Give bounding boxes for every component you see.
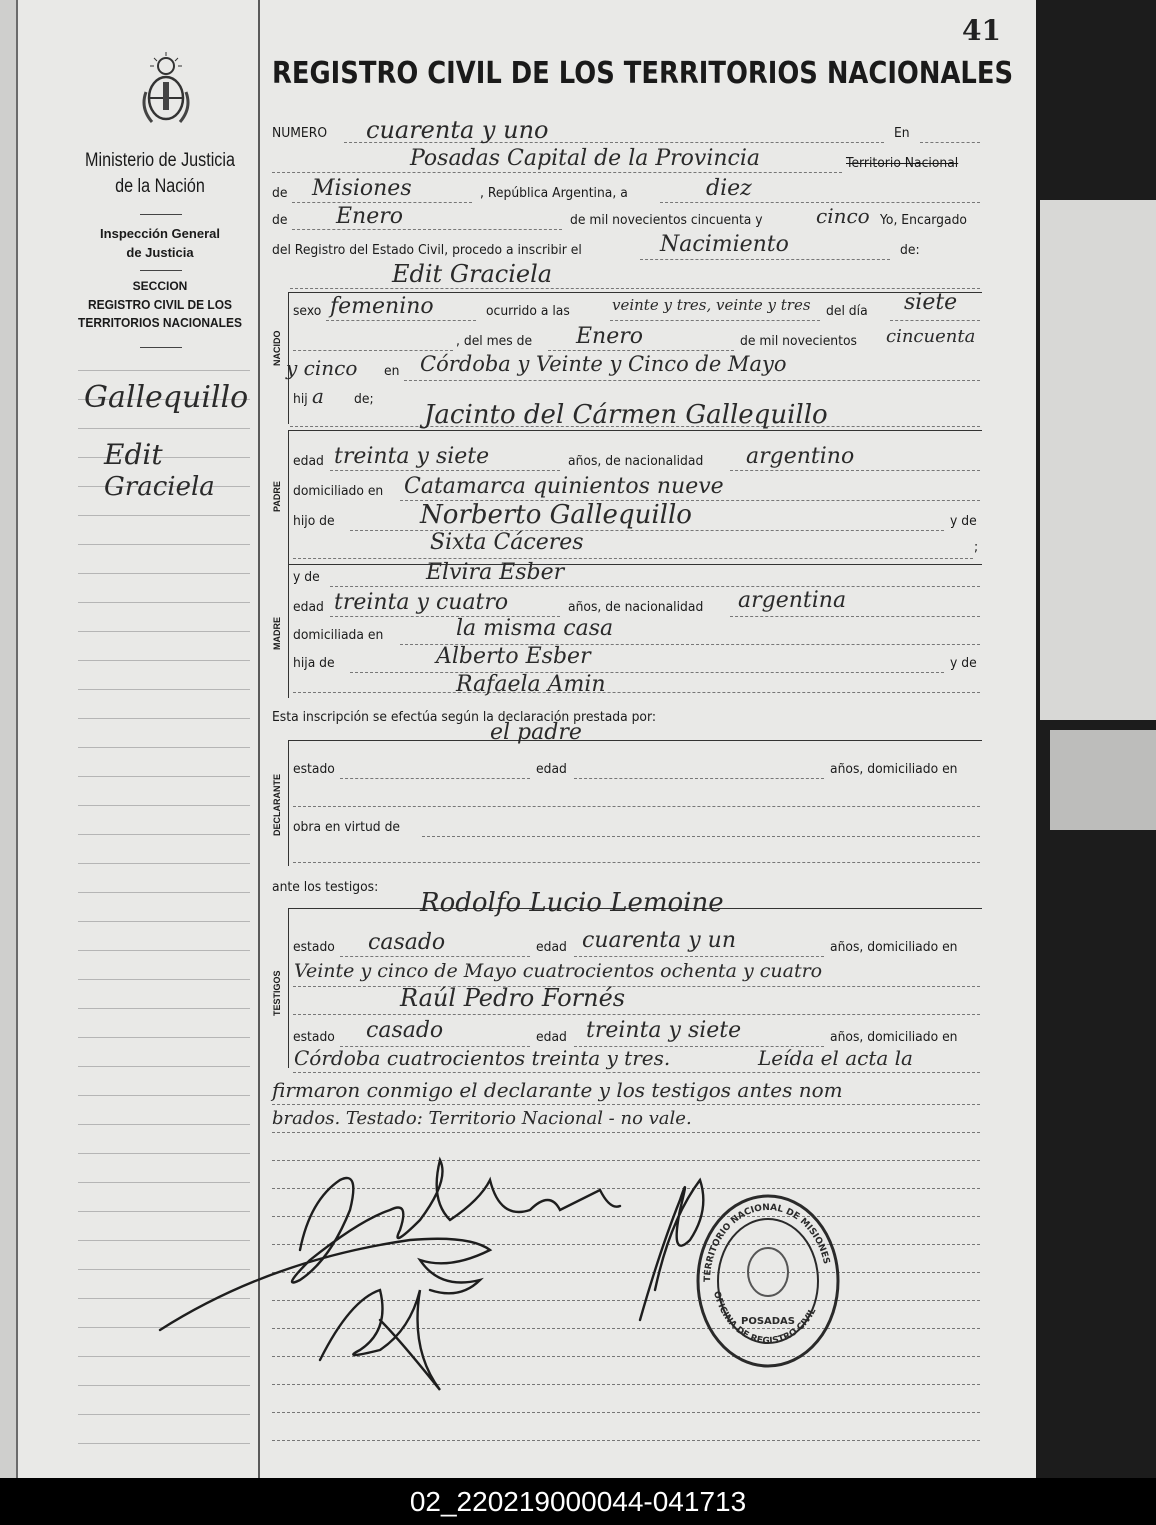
anios-nac2-label: años, de nacionalidad (568, 600, 704, 615)
dotline (640, 259, 890, 260)
margin-surname: Gallequillo (84, 380, 249, 415)
ministry-label (75, 148, 245, 200)
yo-text: Yo, Encargado (880, 213, 967, 228)
dotline (730, 616, 980, 617)
anios-nac-label: años, de nacionalidad (568, 454, 704, 469)
domiciliada-label: domiciliada en (293, 628, 384, 643)
closing-2: firmaron conmigo el declarante y los testigos antes nom (272, 1078, 843, 1102)
image-caption: 02_220219000044-041713 (0, 1478, 1156, 1525)
w1-estado-label: estado (293, 940, 335, 955)
dotline (292, 229, 562, 230)
mother-nat: argentina (738, 588, 847, 613)
block-vrule (288, 564, 289, 698)
month-value: Enero (336, 204, 404, 229)
lugar-value: Córdoba y Veinte y Cinco de Mayo (420, 352, 787, 376)
block-rule (288, 430, 982, 431)
sexo-value: femenino (330, 294, 434, 319)
dotline (293, 558, 973, 559)
w1-edad: cuarenta y un (582, 928, 737, 953)
dotline (292, 202, 472, 203)
dotline (293, 1072, 980, 1073)
block-vrule (288, 430, 289, 564)
dotline (404, 380, 980, 381)
territory-value: Misiones (312, 176, 412, 201)
margin-ruled-line (78, 1037, 250, 1038)
dotline (293, 692, 980, 693)
margin-ruled-line (78, 515, 250, 516)
act-type: Nacimiento (660, 232, 789, 257)
margin-ruled-line (78, 573, 250, 574)
madre-label: MADRE (272, 617, 282, 650)
en-label: En (894, 126, 910, 141)
father-nat: argentino (746, 444, 855, 469)
father-age: treinta y siete (334, 444, 490, 469)
mother-name: Elvira Esber (426, 560, 565, 585)
block-rule (288, 740, 982, 741)
dotline (330, 586, 980, 587)
dotline (293, 1014, 980, 1015)
dotline (340, 956, 530, 957)
y-de3-label: y de (950, 656, 977, 671)
witness-2: Raúl Pedro Fornés (400, 984, 626, 1012)
day-value: diez (706, 176, 752, 201)
w1-estado: casado (368, 930, 446, 955)
margin-ruled-line (78, 544, 250, 545)
margin-ruled-line (78, 805, 250, 806)
de4-label: de; (354, 392, 374, 407)
margin-ruled-line (78, 921, 250, 922)
anio-value: cincuenta (886, 326, 976, 347)
margin-ruled-line (78, 370, 250, 371)
dotline (574, 956, 824, 957)
w2-edad-label: edad (536, 1030, 567, 1045)
mother-father: Alberto Esber (436, 644, 591, 669)
margin-first-name: Edit (104, 438, 163, 471)
padre-label: PADRE (272, 481, 282, 512)
del-mes-label: , del mes de (456, 334, 533, 349)
dotline (350, 672, 944, 673)
nacido-label: NACIDO (272, 330, 282, 366)
rule (140, 214, 182, 215)
margin-ruled-line (78, 863, 250, 864)
section-name (68, 296, 252, 332)
margin-ruled-line (78, 428, 250, 429)
testigos-label: ante los testigos: (272, 880, 379, 895)
page-title: REGISTRO CIVIL DE LOS TERRITORIOS NACIONALES (272, 56, 1014, 91)
margin-second-name: Graciela (104, 472, 215, 502)
adjacent-paper (1040, 200, 1156, 720)
margin-ruled-line (78, 1124, 250, 1125)
dotline (422, 836, 980, 837)
ministry-line-2: de la Nación (115, 176, 205, 197)
signature-father (292, 1160, 620, 1283)
margin-ruled-line (78, 689, 250, 690)
closing-1: Leída el acta la (758, 1046, 913, 1070)
decl-dom-label: años, domiciliado en (830, 762, 958, 777)
rule (140, 347, 182, 348)
declarant: el padre (490, 720, 582, 745)
dotline (293, 986, 980, 987)
domiciliado-label: domiciliado en (293, 484, 384, 499)
dotline (610, 320, 820, 321)
decl-edad-label: edad (536, 762, 567, 777)
section-name-line-2: TERRITORIOS NACIONALES (78, 315, 242, 330)
stamp-bottom-text: OFICINA DE REGISTRO CIVIL (711, 1290, 819, 1347)
margin-ruled-line (78, 747, 250, 748)
dotline (293, 806, 980, 807)
page-number: 41 (962, 14, 1001, 47)
margin-ruled-line (78, 660, 250, 661)
margin-ruled-line (78, 834, 250, 835)
dotline (920, 142, 980, 143)
mil-label: de mil novecientos (740, 334, 857, 349)
dotline (293, 350, 453, 351)
hijo-de-label: hijo de (293, 514, 335, 529)
dotline (890, 320, 980, 321)
block-vrule (288, 740, 289, 866)
witness-1: Rodolfo Lucio Lemoine (420, 888, 724, 918)
dotline (660, 202, 980, 203)
dotline (272, 172, 842, 173)
w1-edad-label: edad (536, 940, 567, 955)
mes-value: Enero (576, 324, 644, 349)
numero-value: cuarenta y uno (366, 116, 549, 144)
father-mother: Sixta Cáceres (430, 530, 584, 555)
margin-ruled-line (78, 602, 250, 603)
margin-ruled-line (78, 1443, 250, 1444)
signature-ruled-line (272, 1440, 980, 1441)
w1-dom: Veinte y cinco de Mayo cuatrocientos ochenta y cuatro (294, 960, 823, 982)
place-value: Posadas Capital de la Provincia (410, 146, 761, 171)
block-rule (288, 564, 982, 565)
anio-value-2: y cinco (286, 356, 358, 380)
section-name-line-1: REGISTRO CIVIL DE LOS (87, 297, 232, 312)
w2-estado-label: estado (293, 1030, 335, 1045)
republica-label: , República Argentina, a (480, 186, 628, 201)
mother-age: treinta y cuatro (334, 590, 509, 615)
margin-ruled-line (78, 631, 250, 632)
page-edge (0, 0, 18, 1478)
de2-label: de (272, 213, 288, 228)
declaration-text: Esta inscripción se efectúa según la declaración prestada por: (272, 710, 657, 725)
dotline (340, 778, 530, 779)
margin-ruled-line (78, 776, 250, 777)
de-label: de (272, 186, 288, 201)
block-vrule (288, 908, 289, 1068)
stamp-top-text: TERRITORIO NACIONAL DE MISIONES (702, 1202, 832, 1283)
y-de-label: y de (950, 514, 977, 529)
ocurrido-label: ocurrido a las (486, 304, 570, 319)
dotline (326, 320, 476, 321)
closing-3: brados. Testado: Territorio Nacional - no vale. (272, 1108, 692, 1129)
signature-ruled-line (272, 1412, 980, 1413)
margin-ruled-line (78, 1066, 250, 1067)
dotline (293, 862, 980, 863)
stamp-city: POSADAS (740, 1316, 796, 1327)
dotline (272, 1132, 980, 1133)
margin-ruled-line (78, 718, 250, 719)
hija-value: a (312, 384, 324, 408)
father-dom-value: Catamarca quinientos nueve (404, 474, 724, 499)
semicolon: ; (974, 540, 979, 555)
w2-dom-label: años, domiciliado en (830, 1030, 958, 1045)
edad-label: edad (293, 454, 324, 469)
decl-estado-label: estado (293, 762, 335, 777)
hora-value: veinte y tres, veinte y tres (612, 296, 811, 314)
en2-label: en (384, 364, 400, 379)
sexo-label: sexo (293, 304, 322, 319)
mother-dom: la misma casa (456, 616, 614, 641)
signatures (150, 1140, 710, 1400)
mother-mother: Rafaela Amin (456, 672, 606, 697)
registro-text: del Registro del Estado Civil, procedo a inscribir el (272, 243, 582, 258)
adjacent-paper-2 (1050, 730, 1156, 830)
margin-ruled-line (78, 1008, 250, 1009)
father-father: Norberto Gallequillo (420, 500, 692, 530)
rule (140, 270, 182, 271)
inspection-line-1: Inspección General (100, 226, 220, 241)
coat-of-arms-icon (140, 52, 192, 128)
del-dia-label: del día (826, 304, 868, 319)
inspection-label (60, 224, 260, 262)
testigos-vlabel: TESTIGOS (272, 970, 282, 1016)
w2-dom: Córdoba cuatrocientos treinta y tres. (294, 1046, 671, 1070)
father-name: Jacinto del Cármen Gallequillo (424, 400, 828, 430)
margin-ruled-line (78, 950, 250, 951)
dotline (574, 778, 824, 779)
year-value: cinco (816, 204, 870, 228)
margin-ruled-line (78, 979, 250, 980)
w2-estado: casado (366, 1018, 444, 1043)
block-rule (288, 292, 982, 293)
w2-edad: treinta y siete (586, 1018, 742, 1043)
registry-stamp (694, 1192, 842, 1370)
inspection-line-2: de Justicia (126, 245, 194, 260)
margin-ruled-line (78, 1095, 250, 1096)
territorio-label: Territorio Nacional (846, 156, 959, 171)
section-label: SECCION (132, 279, 188, 293)
margin-ruled-line (78, 1414, 250, 1415)
y-de2-label: y de (293, 570, 320, 585)
year-text: de mil novecientos cincuenta y (570, 213, 763, 228)
signature-witness-1 (320, 1290, 440, 1390)
dotline (548, 350, 734, 351)
dia-value: siete (904, 290, 958, 315)
numero-label: NUMERO (272, 126, 328, 141)
dotline (272, 1104, 980, 1105)
child-name: Edit Graciela (392, 260, 553, 288)
hija-de-label: hija de (293, 656, 335, 671)
w1-dom-label: años, domiciliado en (830, 940, 958, 955)
hija-label: hij (293, 392, 308, 407)
obra-label: obra en virtud de (293, 820, 401, 835)
dotline (730, 470, 980, 471)
ministry-line-1: Ministerio de Justicia (85, 150, 235, 171)
dotline (330, 470, 560, 471)
margin-ruled-line (78, 892, 250, 893)
edad2-label: edad (293, 600, 324, 615)
dotline (290, 288, 980, 289)
de3-label: de: (900, 243, 920, 258)
declarante-label: DECLARANTE (272, 774, 282, 836)
